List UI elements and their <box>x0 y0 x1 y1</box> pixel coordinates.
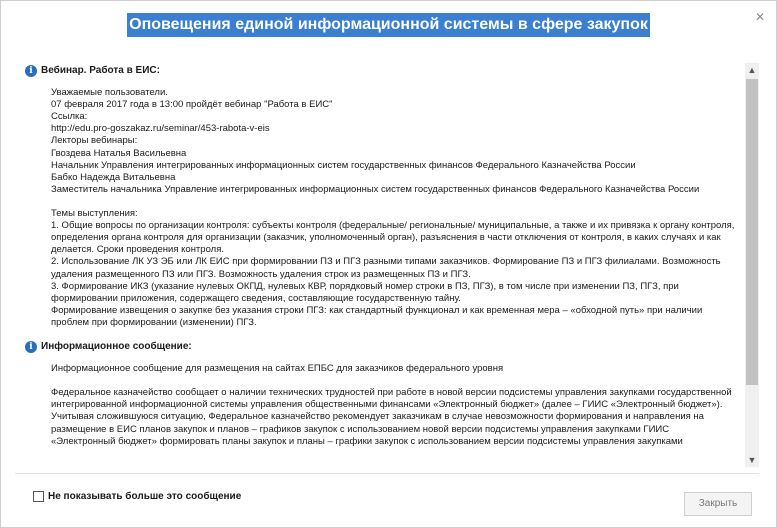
info-icon: i <box>25 65 37 77</box>
scrollbar-thumb[interactable] <box>746 79 758 385</box>
notice-info-message <box>25 341 735 448</box>
notice-title: Вебинар. Работа в ЕИС: <box>41 65 160 76</box>
scroll-down-icon[interactable]: ▼ <box>747 455 757 465</box>
dont-show-again-checkbox[interactable] <box>33 491 44 502</box>
footer-divider <box>15 473 759 474</box>
dont-show-again-label[interactable]: Не показывать больше это сообщение <box>48 491 242 502</box>
notice-body: Информационное сообщение для размещения на сайтах ЕПБС для заказчиков федерального уровня Федеральное казначейство сообщает о наличии технических трудностей при работе в новой версии подсистемы управления закупками государственной интегрированной информационной системы управления общественными финансами «Электронный бюджет» (далее – ГИИС «Электронный бюджет»). Учитывая сложившуюся ситуацию, Федеральное казначейство рекомендует заказчикам в случае невозможности формирования и направления на размещение в ЕИС планов закупок и планов – графиков закупок с использованием новой версии подсистемы управления закупками ГИИС «Электронный бюджет» формировать планы закупок и планы – графики закупок с использованием версии подсистемы управления закупками <box>51 363 732 447</box>
close-button[interactable]: Закрыть <box>684 492 752 516</box>
scroll-up-icon[interactable]: ▲ <box>747 65 757 75</box>
notice-title: Информационное сообщение: <box>41 340 192 352</box>
vertical-scrollbar[interactable] <box>745 63 759 467</box>
notice-webinar <box>25 65 735 329</box>
info-icon: i <box>25 341 37 353</box>
dont-show-again-row[interactable] <box>33 491 241 502</box>
notice-body: Уважаемые пользователи. 07 февраля 2017 года в 13:00 пройдёт вебинар "Работа в ЕИС" Ссылка: http://edu.pro-goszakaz.ru/seminar/453-rabota-v-eis Лекторы вебинары: Гвоздева Наталья Васильевна Начальник Управления интегрированных информационных систем государственных финансов Федерального Казначейства России Бабко Надежда Витальевна Заместитель начальника Управление интегрированных информационных систем государственных финансов Федерального Казначейства России Темы выступления: 1. Общие вопросы по организации контроля: субъекты контроля (федеральные/ региональные/ муниципальные, а также и их привязка к органу контроля, определения органа контроля для организации (заказчик, уполномоченный орган), разъяснения в части отключения от контроля, в каких случаях и как делается. Сроки проведения контроля. 2. Использование ЛК УЗ ЭБ или ЛК ЕИС при формировании ПЗ и ПГЗ разными типами заказчиков. Формирование ПЗ и ПГЗ филиалами. Возможность удаления размещенного ПЗ или ПГЗ. Возможность удаления строк из размещенных ПЗ и ПГЗ. 3. Формирование ИКЗ (указание нулевых ОКПД, нулевых КВР, порядковый номер строки в ПЗ, ПГЗ), в том числе при изменении ПЗ, ПГЗ, при формировании приложения, содержащего сведения, составляющие государственную тайну. Формирование извещения о закупке без указания строки ПГЗ: как стандартный функционал и как временная мера – «обходной путь» при наличии проблем при формировании (изменении) ПГЗ. <box>51 87 735 328</box>
dialog-header <box>1 13 776 37</box>
dialog-title: Оповещения единой информационной системы в сфере закупок <box>127 13 650 37</box>
notices-scroll-area[interactable] <box>15 59 745 471</box>
close-icon[interactable]: ✕ <box>754 10 766 24</box>
